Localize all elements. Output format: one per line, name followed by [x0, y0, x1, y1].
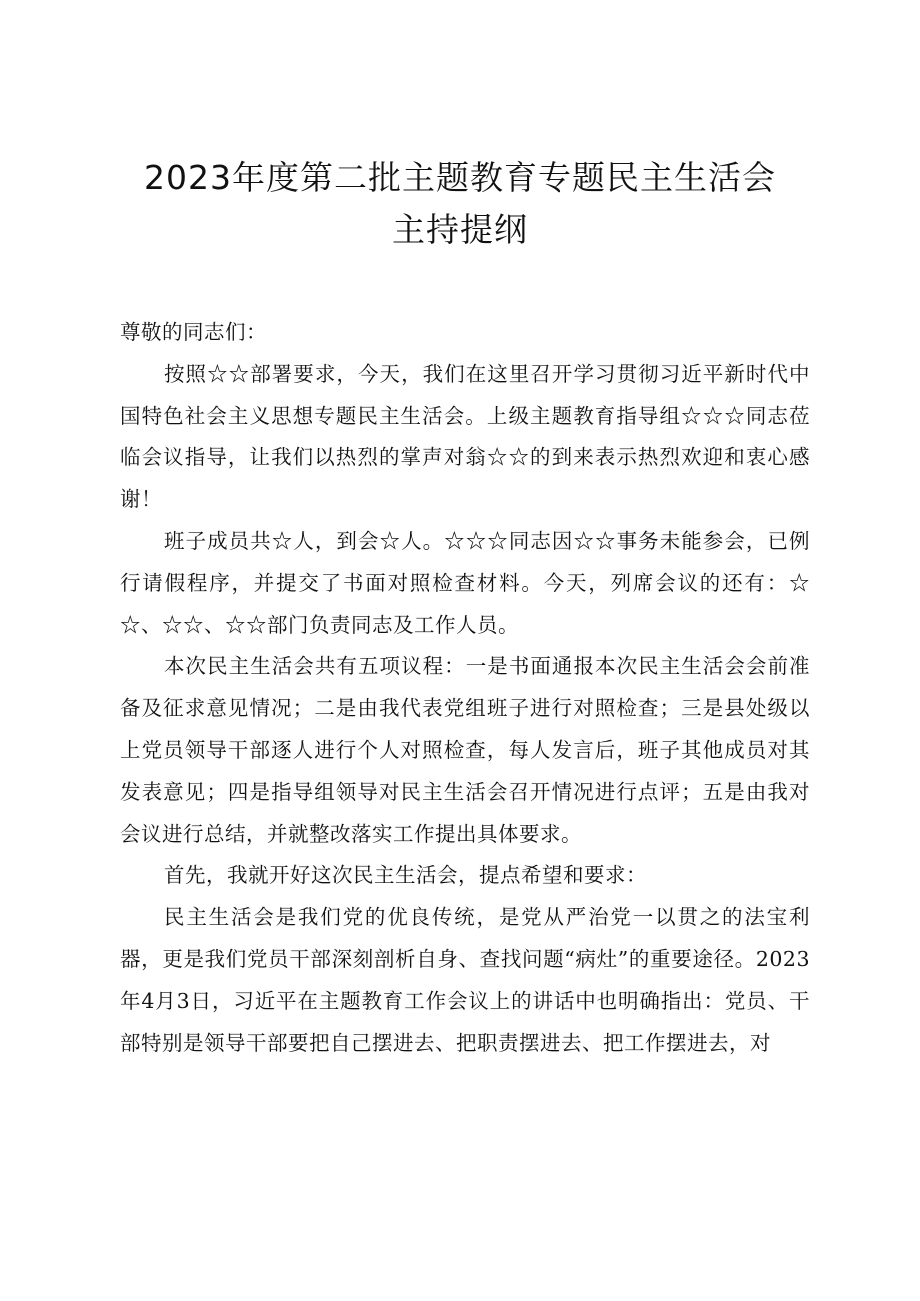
salutation: 尊敬的同志们： — [120, 320, 267, 344]
paragraph-opening: 按照☆☆部署要求，今天，我们在这里召开学习贯彻习近平新时代中国特色社会主义思想专题民主生活会。上级主题教育指导组☆☆☆同志莅临会议指导，让我们以热烈的掌声对翁☆☆的到来表示热烈欢迎和衷心感谢！ — [120, 361, 810, 512]
title-line-1: 2023年度第二批主题教育专题民主生活会 — [144, 158, 776, 197]
title-line-2: 主持提纲 — [392, 210, 528, 249]
paragraph-tradition: 民主生活会是我们党的优良传统，是党从严治党一以贯之的法宝利器，更是我们党员干部深刻剖析自身、查找问题“病灶”的重要途径。2023年4月3日，习近平在主题教育工作会议上的讲话中也明确指出：党员、干部特别是领导干部要把自己摆进去、把职责摆进去、把工作摆进去，对 — [120, 905, 810, 1055]
paragraph-agenda: 本次民主生活会共有五项议程：一是书面通报本次民主生活会会前准备及征求意见情况；二是由我代表党组班子进行对照检查；三是县处级以上党员领导干部逐人进行个人对照检查，每人发言后，班子其他成员对其发表意见；四是指导组领导对民主生活会召开情况进行点评；五是由我对会议进行总结，并就整改落实工作提出具体要求。 — [120, 654, 810, 846]
document-body — [120, 312, 810, 1064]
document-title — [0, 152, 920, 256]
paragraph-requirements-intro: 首先，我就开好这次民主生活会，提点希望和要求： — [164, 863, 647, 888]
paragraph-attendance: 班子成员共☆人，到会☆人。☆☆☆同志因☆☆事务未能参会，已例行请假程序，并提交了书面对照检查材料。今天，列席会议的还有：☆☆、☆☆、☆☆部门负责同志及工作人员。 — [120, 528, 810, 637]
